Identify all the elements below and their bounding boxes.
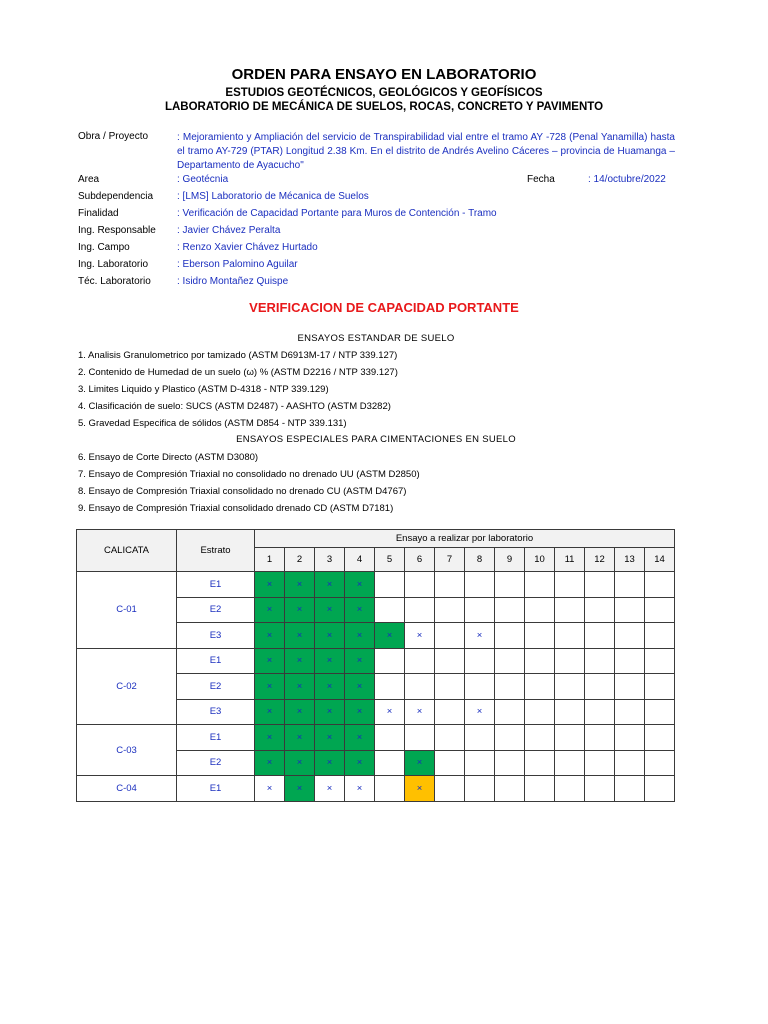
test-cell [555,597,585,623]
test-cell [585,725,615,751]
test-cell [585,776,615,802]
test-cell: × [315,648,345,674]
test-cell: × [285,648,315,674]
calicata-cell: C-01 [77,572,177,649]
test-cell [585,572,615,598]
estrato-cell: E1 [177,572,255,598]
header-test-number: 6 [405,548,435,572]
test-cell [645,623,675,649]
test-cell: × [255,750,285,776]
test-cell: × [345,750,375,776]
header-test-number: 14 [645,548,675,572]
test-cell: × [285,674,315,700]
test-cell [435,699,465,725]
area-value: : Geotécnia [177,174,229,185]
test-cell: × [255,699,285,725]
test-cell: × [315,750,345,776]
test-cell [405,597,435,623]
test-cell: × [315,674,345,700]
test-cell: × [255,776,285,802]
test-cell [645,597,675,623]
test-cell: × [315,725,345,751]
subdependencia-value: : [LMS] Laboratorio de Mécanica de Suelos [177,191,369,202]
test-cell: × [315,572,345,598]
test-cell [555,725,585,751]
special-tests-heading: ENSAYOS ESPECIALES PARA CIMENTACIONES EN SUELO [236,434,516,445]
test-cell: × [345,776,375,802]
test-cell: × [345,623,375,649]
test-cell: × [255,674,285,700]
test-cell [615,648,645,674]
table-row [77,725,675,751]
lab-test-table [76,529,675,802]
header-estrato: Estrato [177,530,255,572]
test-cell [465,776,495,802]
test-cell [645,648,675,674]
test-cell [645,750,675,776]
fecha-value: : 14/octubre/2022 [588,174,666,185]
test-cell: × [465,623,495,649]
test-cell [375,648,405,674]
standard-test-item: 5. Gravedad Especifica de sólidos (ASTM D854 - NTP 339.131) [78,418,347,429]
test-cell [555,623,585,649]
test-cell [375,597,405,623]
test-cell: × [285,776,315,802]
test-cell [465,597,495,623]
test-cell [555,648,585,674]
test-cell [375,725,405,751]
calicata-cell: C-02 [77,648,177,725]
test-cell: × [465,699,495,725]
responsable-value: : Javier Chávez Peralta [177,225,281,236]
estrato-cell: E3 [177,699,255,725]
calicata-cell: C-04 [77,776,177,802]
estrato-cell: E1 [177,648,255,674]
test-cell [585,648,615,674]
header-test-number: 5 [375,548,405,572]
header-ensayo-group: Ensayo a realizar por laboratorio [255,530,675,548]
test-cell [435,648,465,674]
table-row [77,648,675,674]
test-cell: × [345,648,375,674]
test-cell [375,674,405,700]
area-label: Area [78,174,100,185]
estrato-cell: E1 [177,725,255,751]
document-subtitle-1: ESTUDIOS GEOTÉCNICOS, GEOLÓGICOS Y GEOFÍSICOS [225,87,543,99]
estrato-cell: E2 [177,597,255,623]
test-cell [435,597,465,623]
subdependencia-label: Subdependencia [78,191,154,202]
header-test-number: 7 [435,548,465,572]
test-cell [555,699,585,725]
test-cell [495,623,525,649]
test-cell [435,725,465,751]
test-cell [555,750,585,776]
test-cell [525,674,555,700]
test-cell [495,776,525,802]
header-test-number: 4 [345,548,375,572]
laboratorio-value: : Eberson Palomino Aguilar [177,259,298,270]
test-cell [525,597,555,623]
test-cell [645,725,675,751]
test-cell [615,674,645,700]
test-cell: × [255,648,285,674]
test-cell: × [285,623,315,649]
test-cell [645,572,675,598]
standard-tests-heading: ENSAYOS ESTANDAR DE SUELO [297,333,455,344]
test-cell [585,623,615,649]
test-cell: × [375,699,405,725]
test-cell [615,597,645,623]
test-cell: × [255,623,285,649]
test-cell [525,725,555,751]
header-test-number: 3 [315,548,345,572]
test-cell [465,725,495,751]
test-cell [555,776,585,802]
special-test-item: 7. Ensayo de Compresión Triaxial no consolidado no drenado UU (ASTM D2850) [78,469,420,480]
test-cell [435,623,465,649]
test-cell: × [285,597,315,623]
test-cell [435,750,465,776]
section-title: VERIFICACION DE CAPACIDAD PORTANTE [249,300,519,315]
test-cell: × [285,725,315,751]
test-cell [495,725,525,751]
test-cell [495,699,525,725]
obra-label: Obra / Proyecto [78,131,149,142]
standard-test-item: 2. Contenido de Humedad de un suelo (ω) % (ASTM D2216 / NTP 339.127) [78,367,398,378]
responsable-label: Ing. Responsable [78,225,156,236]
test-cell [525,648,555,674]
test-cell [435,776,465,802]
tecnico-value: : Isidro Montañez Quispe [177,276,289,287]
test-cell: × [405,623,435,649]
test-cell: × [255,597,285,623]
test-cell [495,750,525,776]
test-cell [525,572,555,598]
test-cell [465,674,495,700]
test-cell [615,623,645,649]
header-test-number: 12 [585,548,615,572]
test-cell [435,572,465,598]
test-cell [615,725,645,751]
test-cell [375,776,405,802]
test-cell: × [285,572,315,598]
test-cell [585,750,615,776]
standard-test-item: 3. Limites Liquido y Plastico (ASTM D-4318 - NTP 339.129) [78,384,329,395]
test-cell [405,572,435,598]
test-cell [495,597,525,623]
test-cell: × [375,623,405,649]
test-cell: × [315,699,345,725]
laboratorio-label: Ing. Laboratorio [78,259,149,270]
test-cell [405,648,435,674]
test-cell [585,597,615,623]
test-cell [525,699,555,725]
header-calicata: CALICATA [77,530,177,572]
test-cell [645,674,675,700]
test-cell [465,648,495,674]
header-test-number: 2 [285,548,315,572]
test-cell: × [285,750,315,776]
header-test-number: 8 [465,548,495,572]
test-cell [615,750,645,776]
standard-test-item: 4. Clasificación de suelo: SUCS (ASTM D2487) - AASHTO (ASTM D3282) [78,401,391,412]
estrato-cell: E2 [177,750,255,776]
finalidad-value: : Verificación de Capacidad Portante para Muros de Contención - Tramo [177,208,497,219]
test-cell [525,776,555,802]
test-cell [405,674,435,700]
campo-label: Ing. Campo [78,242,130,253]
test-cell [555,674,585,700]
test-cell: × [345,725,375,751]
test-cell [495,674,525,700]
test-cell: × [345,699,375,725]
test-cell: × [405,750,435,776]
test-cell [375,572,405,598]
test-cell [585,674,615,700]
table-header-row [77,530,675,548]
estrato-cell: E2 [177,674,255,700]
test-cell [525,623,555,649]
test-cell: × [315,597,345,623]
header-test-number: 9 [495,548,525,572]
test-cell: × [255,725,285,751]
test-cell: × [345,674,375,700]
calicata-cell: C-03 [77,725,177,776]
estrato-cell: E1 [177,776,255,802]
test-cell: × [285,699,315,725]
header-test-number: 1 [255,548,285,572]
test-cell [555,572,585,598]
fecha-label: Fecha [527,174,555,185]
test-cell [435,674,465,700]
test-cell [465,750,495,776]
test-cell [495,572,525,598]
test-cell [615,699,645,725]
table-row [77,776,675,802]
table-row [77,572,675,598]
test-cell: × [315,776,345,802]
test-cell [585,699,615,725]
test-cell: × [315,623,345,649]
standard-test-item: 1. Analisis Granulometrico por tamizado (ASTM D6913M-17 / NTP 339.127) [78,350,398,361]
test-cell [645,699,675,725]
test-cell: × [405,776,435,802]
estrato-cell: E3 [177,623,255,649]
campo-value: : Renzo Xavier Chávez Hurtado [177,242,318,253]
test-cell [465,572,495,598]
test-cell [615,572,645,598]
special-test-item: 9. Ensayo de Compresión Triaxial consolidado drenado CD (ASTM D7181) [78,503,394,514]
test-cell: × [255,572,285,598]
header-test-number: 11 [555,548,585,572]
special-test-item: 8. Ensayo de Compresión Triaxial consolidado no drenado CU (ASTM D4767) [78,486,407,497]
test-cell [615,776,645,802]
test-cell [525,750,555,776]
obra-value: : Mejoramiento y Ampliación del servicio de Transpirabilidad vial entre el tramo AY -728 (Penal Yanamilla) hasta el tramo AY-729 (PTAR) Longitud 2.38 Km. En el distrito de Andrés Avelino Cáceres – provincia de Huamanga – Departamento de Ayacucho" [177,132,675,171]
test-cell [375,750,405,776]
document-subtitle-2: LABORATORIO DE MECÁNICA DE SUELOS, ROCAS, CONCRETO Y PAVIMENTO [164,101,604,113]
test-cell [405,725,435,751]
header-test-number: 13 [615,548,645,572]
test-cell: × [345,597,375,623]
header-test-number: 10 [525,548,555,572]
finalidad-label: Finalidad [78,208,119,219]
test-cell [645,776,675,802]
test-cell [495,648,525,674]
test-cell: × [345,572,375,598]
tecnico-label: Téc. Laboratorio [78,276,151,287]
test-cell: × [405,699,435,725]
special-test-item: 6. Ensayo de Corte Directo (ASTM D3080) [78,452,259,463]
document-title: ORDEN PARA ENSAYO EN LABORATORIO [231,66,537,83]
